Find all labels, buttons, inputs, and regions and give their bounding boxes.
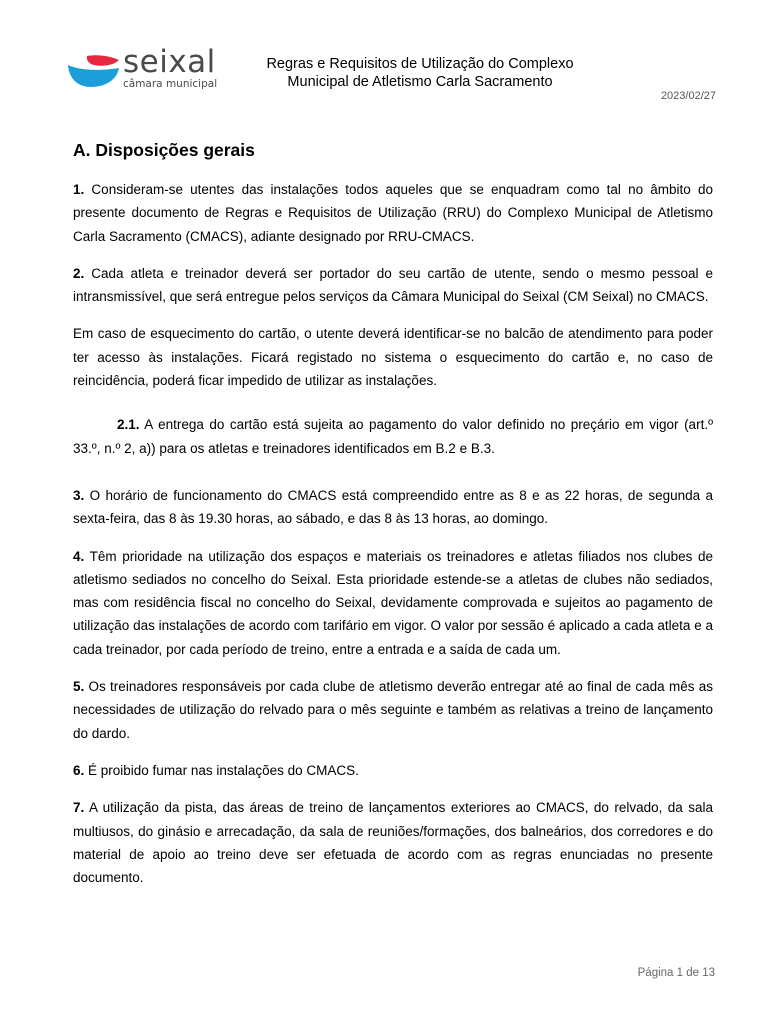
paragraph-5 xyxy=(73,675,713,745)
document-body xyxy=(73,178,713,903)
logo-subtitle: câmara municipal xyxy=(123,78,218,90)
paragraph-text: Em caso de esquecimento do cartão, o utente deverá identificar-se no balcão de atendimento para poder ter acesso às instalações. Ficará registado no sistema o esquecimento do cartão e, no caso de reincidência, poderá ficar impedido de utilizar as instalações. xyxy=(73,326,713,389)
paragraph-2-1 xyxy=(73,413,713,460)
seixal-logo-icon xyxy=(67,54,121,88)
logo-wordmark: seixal xyxy=(123,44,216,80)
paragraph-text: Cada atleta e treinador deverá ser portador do seu cartão de utente, sendo o mesmo pessoal e intransmissível, que será entregue pelos serviços da Câmara Municipal do Seixal (CM Seixal) no CMACS. xyxy=(73,265,713,305)
paragraph-text: Têm prioridade na utilização dos espaços e materiais os treinadores e atletas filiados nos clubes de atletismo sediados no concelho do Seixal. Esta prioridade estende-se a atletas de clubes não sediados, mas com residência fiscal no concelho do Seixal, devidamente comprovada e sujeitos ao pagamento de utilização das instalações de acordo com tarifário em vigor. O valor por sessão é aplicado a cada atleta e a cada treinador, por cada período de treino, entre a entrada e a saída de cada um. xyxy=(73,548,713,657)
paragraph-number: 6. xyxy=(73,762,85,778)
paragraph-4 xyxy=(73,545,713,661)
paragraph-number: 5. xyxy=(73,679,85,695)
paragraph-text: A entrega do cartão está sujeita ao pagamento do valor definido no preçário em vigor (art.º 33.º, n.º 2, a)) para os atletas e treinadores identificados em B.2 e B.3. xyxy=(73,417,713,456)
paragraph-number: 1. xyxy=(73,182,85,197)
paragraph-text: Consideram-se utentes das instalações todos aqueles que se enquadram como tal no âmbito do presente documento de Regras e Requisitos de Utilização (RRU) do Complexo Municipal de Atletismo Carla Sacramento (CMACS), adiante designado por RRU-CMACS. xyxy=(73,182,713,244)
paragraph-number: 4. xyxy=(73,548,85,564)
paragraph-number: 2. xyxy=(73,265,85,281)
paragraph-text: Os treinadores responsáveis por cada clube de atletismo deverão entregar até ao final de cada mês as necessidades de utilização do relvado para o mês seguinte e também as relativas a treino de lançamento do dardo. xyxy=(73,679,713,741)
paragraph-2-continued xyxy=(73,322,713,392)
seixal-logo xyxy=(67,44,227,94)
paragraph-number: 3. xyxy=(73,487,85,503)
paragraph-7 xyxy=(73,796,713,889)
page-number: Página 1 de 13 xyxy=(637,967,715,979)
paragraph-text: O horário de funcionamento do CMACS está compreendido entre as 8 e as 22 horas, de segunda a sexta-feira, das 8 às 19.30 horas, ao sábado, e das 8 às 13 horas, ao domingo. xyxy=(73,487,713,527)
document-date: 2023/02/27 xyxy=(660,90,716,102)
header-title-line-2: Municipal de Atletismo Carla Sacramento xyxy=(287,74,553,90)
paragraph-1 xyxy=(73,178,713,248)
paragraph-3 xyxy=(73,484,713,531)
paragraph-2 xyxy=(73,262,713,309)
paragraph-text: A utilização da pista, das áreas de treino de lançamentos exteriores ao CMACS, do relvado, da sala multiusos, do ginásio e arrecadação, da sala de reuniões/formações, dos balneários, dos corredores e do material de apoio ao treino deve ser efetuada de acordo com as regras enunciadas no presente documento. xyxy=(73,800,713,886)
section-title: A. Disposições gerais xyxy=(73,140,255,160)
header-title-line-1: Regras e Requisitos de Utilização do Complexo xyxy=(266,56,574,72)
document-header-title xyxy=(240,55,600,91)
paragraph-number: 7. xyxy=(73,800,85,816)
paragraph-number: 2.1. xyxy=(117,417,140,433)
paragraph-text: É proibido fumar nas instalações do CMACS. xyxy=(84,762,359,778)
paragraph-6 xyxy=(73,759,713,782)
